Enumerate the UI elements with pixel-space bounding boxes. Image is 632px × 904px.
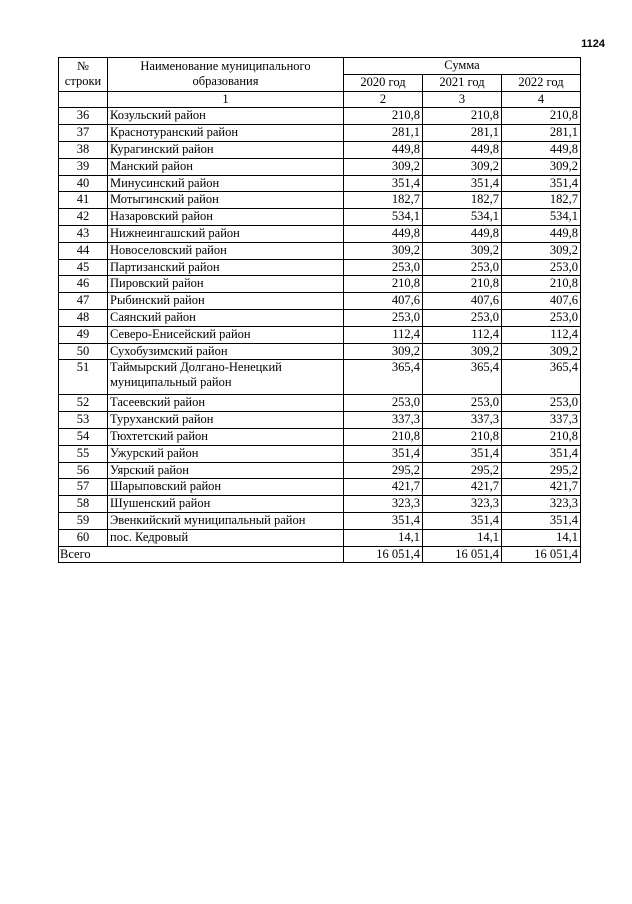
- total-label: Всего: [59, 546, 344, 563]
- row-value-2021: 210,8: [423, 276, 502, 293]
- row-value-2022: 351,4: [502, 175, 581, 192]
- row-value-2022: 112,4: [502, 326, 581, 343]
- row-number: 57: [59, 479, 108, 496]
- table-row: [59, 343, 581, 360]
- row-name: пос. Кедровый: [108, 529, 344, 546]
- header-row-number-label-1: №: [77, 59, 89, 74]
- row-value-2022: 323,3: [502, 496, 581, 513]
- row-number: 43: [59, 225, 108, 242]
- row-value-2021: 210,8: [423, 428, 502, 445]
- row-value-2021: 210,8: [423, 108, 502, 125]
- table-row: [59, 242, 581, 259]
- row-value-2020: 253,0: [344, 259, 423, 276]
- row-value-2020: 182,7: [344, 192, 423, 209]
- header-name-label-1: Наименование муниципального: [140, 59, 311, 74]
- row-value-2022: 309,2: [502, 242, 581, 259]
- row-value-2022: 365,4: [502, 360, 581, 395]
- row-number: 41: [59, 192, 108, 209]
- row-value-2022: 210,8: [502, 276, 581, 293]
- table-row: [59, 496, 581, 513]
- row-value-2020: 253,0: [344, 309, 423, 326]
- row-name: Шарыповский район: [108, 479, 344, 496]
- table-row: [59, 141, 581, 158]
- row-value-2021: 351,4: [423, 512, 502, 529]
- row-name: Назаровский район: [108, 209, 344, 226]
- row-name: Туруханский район: [108, 412, 344, 429]
- row-name: Таймырский Долгано-Ненецкий муниципальный район: [108, 360, 344, 395]
- row-number: 36: [59, 108, 108, 125]
- row-number: 50: [59, 343, 108, 360]
- row-number: 38: [59, 141, 108, 158]
- page-number: 1124: [581, 38, 605, 50]
- row-value-2021: 449,8: [423, 141, 502, 158]
- budget-table: [58, 57, 581, 563]
- row-number: 44: [59, 242, 108, 259]
- row-number: 42: [59, 209, 108, 226]
- row-value-2021: 253,0: [423, 309, 502, 326]
- row-value-2021: 182,7: [423, 192, 502, 209]
- table-row: [59, 395, 581, 412]
- row-value-2020: 323,3: [344, 496, 423, 513]
- row-name: Эвенкийский муниципальный район: [108, 512, 344, 529]
- table-body: [59, 108, 581, 546]
- table-row: [59, 445, 581, 462]
- row-number: 53: [59, 412, 108, 429]
- row-name: Рыбинский район: [108, 293, 344, 310]
- row-value-2020: 281,1: [344, 125, 423, 142]
- row-value-2020: 309,2: [344, 242, 423, 259]
- row-name: Тюхтетский район: [108, 428, 344, 445]
- row-name: Краснотуранский район: [108, 125, 344, 142]
- total-row: [59, 546, 581, 563]
- header-col-number-4: 4: [502, 91, 581, 108]
- row-value-2021: 449,8: [423, 225, 502, 242]
- row-value-2022: 351,4: [502, 512, 581, 529]
- row-name: Козульский район: [108, 108, 344, 125]
- header-row-number-label-2: строки: [64, 74, 102, 89]
- table-row: [59, 192, 581, 209]
- row-name: Курагинский район: [108, 141, 344, 158]
- row-name: Тасеевский район: [108, 395, 344, 412]
- row-number: 47: [59, 293, 108, 310]
- row-value-2021: 421,7: [423, 479, 502, 496]
- row-value-2022: 182,7: [502, 192, 581, 209]
- row-number: 59: [59, 512, 108, 529]
- row-value-2022: 351,4: [502, 445, 581, 462]
- table-row: [59, 158, 581, 175]
- header-row-number: [59, 58, 108, 92]
- row-name: Новоселовский район: [108, 242, 344, 259]
- table-row: [59, 125, 581, 142]
- row-value-2021: 281,1: [423, 125, 502, 142]
- row-number: 52: [59, 395, 108, 412]
- header-name: [108, 58, 344, 92]
- table-row: [59, 108, 581, 125]
- row-name: Шушенский район: [108, 496, 344, 513]
- row-number: 56: [59, 462, 108, 479]
- row-value-2022: 253,0: [502, 259, 581, 276]
- row-value-2020: 253,0: [344, 395, 423, 412]
- row-value-2020: 14,1: [344, 529, 423, 546]
- row-value-2021: 112,4: [423, 326, 502, 343]
- row-value-2022: 281,1: [502, 125, 581, 142]
- row-name: Сухобузимский район: [108, 343, 344, 360]
- row-name: Манский район: [108, 158, 344, 175]
- row-number: 51: [59, 360, 108, 395]
- header-col-numbers-row: [59, 91, 581, 108]
- table-row: [59, 225, 581, 242]
- row-value-2020: 210,8: [344, 108, 423, 125]
- row-number: 40: [59, 175, 108, 192]
- row-name: Саянский район: [108, 309, 344, 326]
- row-name: Нижнеингашский район: [108, 225, 344, 242]
- row-value-2021: 309,2: [423, 242, 502, 259]
- row-value-2021: 253,0: [423, 259, 502, 276]
- row-value-2021: 253,0: [423, 395, 502, 412]
- row-number: 54: [59, 428, 108, 445]
- row-number: 49: [59, 326, 108, 343]
- row-value-2020: 337,3: [344, 412, 423, 429]
- table-row: [59, 529, 581, 546]
- row-value-2020: 309,2: [344, 158, 423, 175]
- row-value-2020: 407,6: [344, 293, 423, 310]
- total-value-2020: 16 051,4: [344, 546, 423, 563]
- row-value-2020: 449,8: [344, 225, 423, 242]
- row-value-2022: 407,6: [502, 293, 581, 310]
- row-value-2022: 309,2: [502, 343, 581, 360]
- header-col-number-1: 1: [108, 91, 344, 108]
- row-value-2021: 351,4: [423, 175, 502, 192]
- row-value-2020: 351,4: [344, 445, 423, 462]
- row-name: Пировский район: [108, 276, 344, 293]
- row-name: Северо-Енисейский район: [108, 326, 344, 343]
- table-row: [59, 259, 581, 276]
- table-row: [59, 309, 581, 326]
- row-value-2021: 365,4: [423, 360, 502, 395]
- row-value-2021: 14,1: [423, 529, 502, 546]
- table-row: [59, 175, 581, 192]
- row-value-2020: 295,2: [344, 462, 423, 479]
- row-number: 37: [59, 125, 108, 142]
- row-value-2021: 295,2: [423, 462, 502, 479]
- row-value-2021: 309,2: [423, 343, 502, 360]
- row-value-2022: 449,8: [502, 141, 581, 158]
- table-row: [59, 512, 581, 529]
- row-number: 46: [59, 276, 108, 293]
- row-value-2020: 421,7: [344, 479, 423, 496]
- row-value-2022: 295,2: [502, 462, 581, 479]
- row-number: 39: [59, 158, 108, 175]
- row-value-2020: 112,4: [344, 326, 423, 343]
- row-value-2022: 210,8: [502, 428, 581, 445]
- row-value-2020: 351,4: [344, 175, 423, 192]
- table-row: [59, 462, 581, 479]
- row-value-2020: 309,2: [344, 343, 423, 360]
- row-value-2020: 351,4: [344, 512, 423, 529]
- table-row: [59, 412, 581, 429]
- header-name-label-2: образования: [192, 74, 259, 89]
- header-col-number-3: 3: [423, 91, 502, 108]
- table-row: [59, 428, 581, 445]
- row-name: Мотыгинский район: [108, 192, 344, 209]
- row-value-2022: 421,7: [502, 479, 581, 496]
- row-value-2022: 449,8: [502, 225, 581, 242]
- row-value-2020: 449,8: [344, 141, 423, 158]
- header-year-2020: 2020 год: [344, 74, 423, 91]
- table-row: [59, 276, 581, 293]
- row-value-2021: 351,4: [423, 445, 502, 462]
- table-row: [59, 293, 581, 310]
- table-row: [59, 209, 581, 226]
- row-name: Уярский район: [108, 462, 344, 479]
- row-name: Ужурский район: [108, 445, 344, 462]
- row-number: 60: [59, 529, 108, 546]
- row-value-2022: 253,0: [502, 309, 581, 326]
- row-value-2022: 337,3: [502, 412, 581, 429]
- row-value-2020: 534,1: [344, 209, 423, 226]
- row-value-2021: 309,2: [423, 158, 502, 175]
- header-sum: Сумма: [344, 58, 581, 75]
- header-col-number-empty: [59, 91, 108, 108]
- row-value-2020: 210,8: [344, 276, 423, 293]
- row-number: 55: [59, 445, 108, 462]
- row-value-2022: 309,2: [502, 158, 581, 175]
- row-value-2021: 323,3: [423, 496, 502, 513]
- table-row: [59, 479, 581, 496]
- row-number: 45: [59, 259, 108, 276]
- row-number: 48: [59, 309, 108, 326]
- table-row: [59, 326, 581, 343]
- row-value-2020: 210,8: [344, 428, 423, 445]
- row-value-2022: 534,1: [502, 209, 581, 226]
- table-row: [59, 360, 581, 395]
- header-row-1: [59, 58, 581, 75]
- row-value-2022: 14,1: [502, 529, 581, 546]
- header-year-2021: 2021 год: [423, 74, 502, 91]
- total-value-2022: 16 051,4: [502, 546, 581, 563]
- header-col-number-2: 2: [344, 91, 423, 108]
- row-name: Минусинский район: [108, 175, 344, 192]
- row-value-2022: 253,0: [502, 395, 581, 412]
- row-value-2020: 365,4: [344, 360, 423, 395]
- row-value-2021: 337,3: [423, 412, 502, 429]
- total-value-2021: 16 051,4: [423, 546, 502, 563]
- row-name: Партизанский район: [108, 259, 344, 276]
- row-value-2021: 534,1: [423, 209, 502, 226]
- header-year-2022: 2022 год: [502, 74, 581, 91]
- row-value-2021: 407,6: [423, 293, 502, 310]
- row-number: 58: [59, 496, 108, 513]
- row-value-2022: 210,8: [502, 108, 581, 125]
